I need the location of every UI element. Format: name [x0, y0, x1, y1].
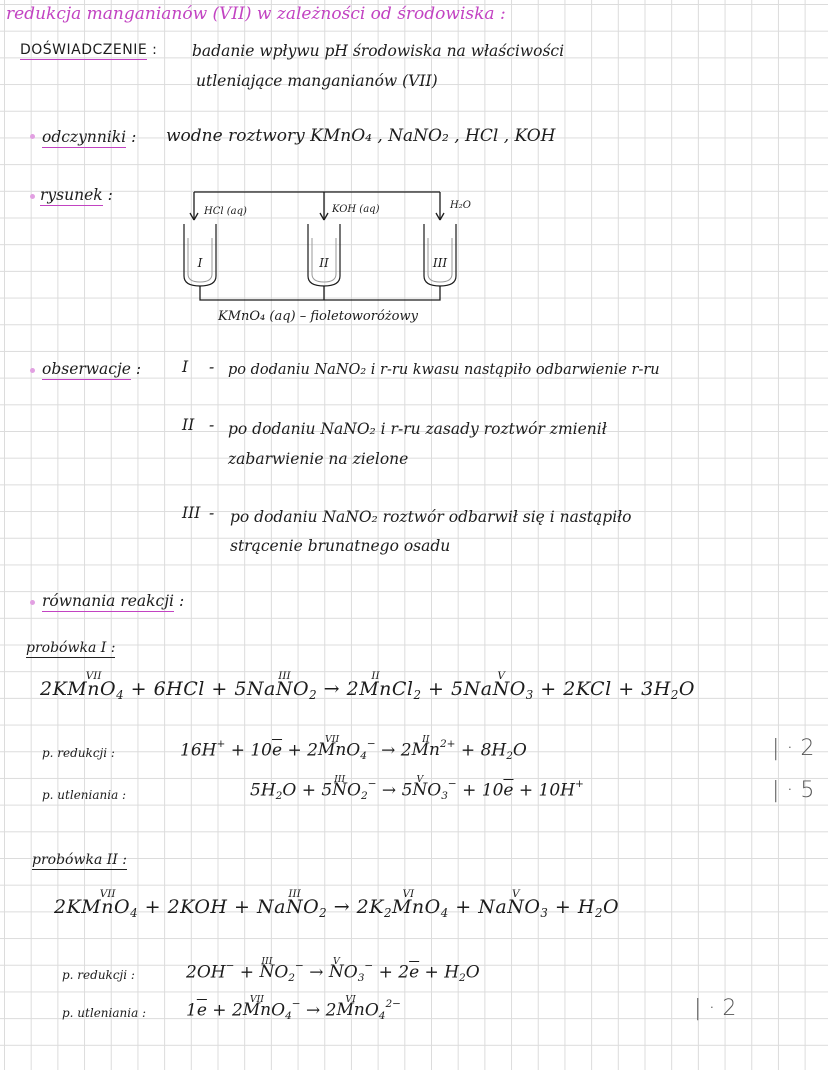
tube2-label: probówka II : [32, 852, 127, 868]
drawing-heading [40, 186, 113, 204]
drawing-bottom-label: KMnO₄ (aq) – fioletoworóżowy [218, 309, 418, 324]
observation-item [182, 416, 214, 434]
reagent-top-1: HCl (aq) [204, 206, 247, 217]
observations-label: obserwacje [42, 360, 131, 378]
observation-item [182, 358, 214, 376]
tube1-equation: 2KMVII $nO_4 + 6HCl$ + 5NaIII $NO_2 \to 2II$ MnCl$_2$ + 5NaV $NO_3 + 2KCl + 3H_2O$ [40, 678, 695, 702]
experiment-label: DOŚWIADCZENIE [20, 42, 148, 58]
observation-number: I [182, 358, 189, 376]
tube-number: III [432, 256, 448, 270]
page-title: redukcja manganianów (VII) w zależności od środowiska : [6, 4, 506, 24]
tube-number: I [197, 256, 203, 270]
reagents-value: wodne roztwory KMnO₄ , NaNO₂ , HCl , KOH [166, 126, 556, 146]
experiment-drawing [170, 180, 490, 340]
observation-text-continued: strącenie brunatnego osadu [230, 537, 451, 555]
tube2-oxidation-equation: $1\overline{e} + 2VII$ MnO$_4$− → 2VI MnO$_4^{2-}$ [186, 998, 401, 1022]
observation-text-continued: zabarwienie na zielone [228, 450, 409, 468]
test-tube-3 [424, 224, 456, 286]
tube1-oxidation-label: p. utleniania : [42, 788, 127, 802]
equations-label: równania reakcji [42, 592, 174, 610]
tube2-reduction-label: p. redukcji : [62, 968, 135, 982]
tube1-label: probówka I : [26, 640, 116, 656]
tube1-reduction-equation: $16H^+ + 10\overline{e} + 2VII$ MnO$_4$− → 2II $Mn^{2+} + 8H_2O$ [180, 738, 527, 762]
drawing-colon: : [107, 186, 113, 204]
observation-dash: - [208, 504, 215, 522]
observation-dash: - [208, 358, 215, 376]
observation-number: II [182, 416, 195, 434]
reagent-top-3: H₂O [450, 200, 471, 211]
reagents-label: odczynniki [42, 128, 127, 146]
reagents-colon: : [131, 128, 137, 146]
tube2-oxidation-factor: | · 2 [694, 996, 737, 1021]
tube2-reduction-equation: 2OH− + III $NO_2^- \to V$ $NO_3^- + 2\overline{e} + H_2O$ [186, 960, 480, 984]
observation-text: po dodaniu NaNO₂ i r-ru kwasu nastąpiło odbarwienie r-ru [228, 362, 660, 378]
equations-heading [42, 592, 184, 610]
observations-colon: : [135, 360, 142, 378]
tube1-reduction-factor: | · 2 [772, 736, 815, 761]
tube1-oxidation-factor: | · 5 [772, 778, 815, 803]
tube1-reduction-label: p. redukcji : [42, 746, 115, 760]
observation-number: III [182, 504, 201, 522]
bullet-dot [30, 134, 35, 139]
test-tube-1 [184, 224, 216, 286]
experiment-colon: : [152, 42, 158, 58]
experiment-section [20, 42, 157, 58]
tube2-equation: 2KMVII $nO_4 + 2KOH$ + NaIII $NO_2 \to 2K_2VI$ MnO$_4$ + NaV $NO_3 + H_2O$ [54, 896, 619, 920]
drawing-label: rysunek [40, 186, 103, 204]
bullet-dot [30, 194, 35, 199]
observation-text: po dodaniu NaNO₂ roztwór odbarwił się i nastąpiło [230, 508, 632, 526]
test-tube-2 [308, 224, 340, 286]
bullet-dot [30, 368, 35, 373]
tube-number: II [319, 256, 329, 270]
reagent-top-2: KOH (aq) [332, 204, 380, 215]
reagents-heading [42, 128, 136, 146]
observations-heading [42, 360, 141, 378]
observation-dash: - [208, 416, 215, 434]
observation-text: po dodaniu NaNO₂ i r-ru zasady roztwór zmienił [228, 420, 607, 438]
experiment-line-2: utleniające manganianów (VII) [196, 72, 438, 90]
observation-item [182, 504, 214, 522]
bullet-dot [30, 600, 35, 605]
tube1-oxidation-equation: $5H_2O + 5III$ $NO_2^- \to 5V$ $NO_3^- + 10\overline{e} + 10H^+$ [250, 778, 584, 802]
equations-colon: : [178, 592, 185, 610]
tube2-oxidation-label: p. utleniania : [62, 1006, 147, 1020]
experiment-line-1: badanie wpływu pH środowiska na właściwości [192, 42, 565, 60]
